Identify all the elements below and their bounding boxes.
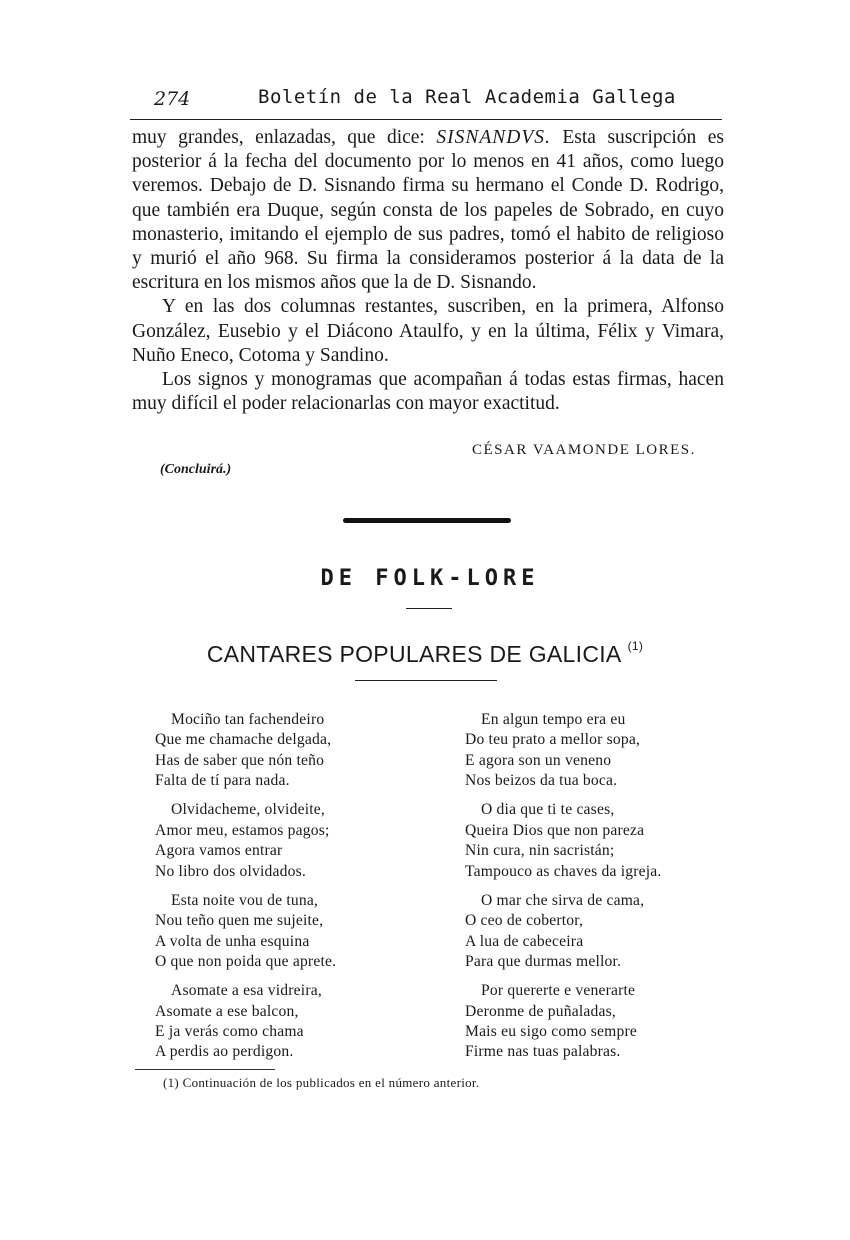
poem-line: Nin cura, nin sacristán; [465, 842, 615, 860]
signature-inscription: SISNANDVS. [436, 127, 551, 148]
paragraph-2: Y en las dos columnas restantes, suscriben, en la primera, Alfonso González, Eusebio y el Diácono Ataulfo, y en la última, Félix y Vimara, Nuño Eneco, Cotoma y Sandino. [132, 296, 724, 366]
poem-line: Agora vamos entrar [155, 842, 283, 860]
poem-line: Tampouco as chaves da igreja. [465, 862, 662, 880]
poem-stanza [155, 800, 425, 882]
poem-line: Asomate a esa vidreira, [171, 982, 322, 1000]
footnote-rule [135, 1069, 275, 1070]
poem-line: Firme nas tuas palabras. [465, 1043, 621, 1061]
poem-line: A volta de unha esquina [155, 932, 310, 950]
poem-stanza [155, 981, 425, 1063]
poem-line: Deronme de puñaladas, [465, 1002, 616, 1020]
poem-line: A perdis ao perdigon. [155, 1043, 294, 1061]
poem-line: Nou teño quen me sujeite, [155, 912, 324, 930]
article-body [132, 126, 724, 416]
poem-line: Nos beizos da tua boca. [465, 772, 618, 790]
section-divider [343, 518, 511, 523]
section-title: DE FOLK-LORE [320, 566, 540, 591]
poem-stanza [465, 891, 745, 973]
poem-stanza [155, 891, 425, 973]
poem-stanza [155, 710, 425, 792]
poem-line: Mociño tan fachendeiro [171, 711, 325, 728]
footnote: (1) Continuación de los publicados en el número anterior. [163, 1075, 480, 1090]
subtitle-rule [355, 680, 497, 681]
paragraph-3: Los signos y monogramas que acompañan á todas estas firmas, hacen muy difícil el poder relacionarlas con mayor exactitud. [132, 369, 724, 415]
poem-line: Olvidacheme, olvideite, [171, 801, 325, 819]
poem-line: Queira Dios que non pareza [465, 821, 645, 839]
poem-line: A lua de cabeceira [465, 932, 584, 950]
poem-line: Mais eu sigo como sempre [465, 1023, 637, 1041]
page-number: 274 [154, 88, 191, 110]
poem-column-left [155, 710, 425, 1072]
section-title-rule [406, 608, 452, 609]
poem-line: Amor meu, estamos pagos; [155, 821, 330, 839]
journal-title: Boletín de la Real Academia Gallega [258, 86, 676, 108]
poem-line: No libro dos olvidados. [155, 862, 307, 880]
poem-line: E ja verás como chama [155, 1023, 304, 1041]
poem-line: Que me chamache delgada, [155, 731, 332, 749]
poem-line: E agora son un veneno [465, 751, 612, 769]
continued-note: (Concluirá.) [160, 462, 232, 477]
paragraph-1-rest: Esta suscripción es posterior á la fecha del documento por lo menos en 41 años, como luego veremos. Debajo de D. Sisnando firma su hermano el Conde D. Rodrigo, que también era Duque, según consta de los papeles de Sobrado, en cuyo monasterio, imitando el ejemplo de sus padres, tomó el habito de religioso y murió el año 968. Su firma la consideramos posterior á la data de la escritura en los mismos años que la de D. Sisnando. [132, 127, 724, 294]
poem-stanza [465, 981, 745, 1063]
poem-stanza [465, 800, 745, 882]
poem-line: Do teu prato a mellor sopa, [465, 731, 641, 749]
poem-line: Asomate a ese balcon, [155, 1002, 299, 1020]
poem-column-right [465, 710, 745, 1072]
poem-line: Has de saber que nón teño [155, 751, 325, 769]
paragraph-1-start: muy grandes, enlazadas, que dice: [132, 127, 437, 148]
poem-line: O mar che sirva de cama, [481, 891, 645, 909]
footnote-marker: (1) [627, 639, 644, 653]
poem-line: En algun tempo era eu [481, 711, 626, 728]
section-subtitle [0, 641, 850, 668]
header-rule [130, 119, 722, 120]
poem-line: Por quererte e venerarte [481, 982, 636, 1000]
paragraph-1 [132, 126, 724, 295]
poem-line: Para que durmas mellor. [465, 953, 622, 971]
page-header [130, 86, 722, 116]
poem-stanza [465, 710, 745, 792]
author-signature: CÉSAR VAAMONDE LORES. [472, 442, 696, 458]
poem-line: Esta noite vou de tuna, [171, 891, 319, 909]
poem-line: Falta de tí para nada. [155, 772, 290, 790]
subtitle-text: CANTARES POPULARES DE GALICIA [206, 641, 622, 667]
poem-line: O que non poida que aprete. [155, 953, 337, 971]
poem-line: O dia que ti te cases, [481, 801, 615, 819]
poem-line: O ceo de cobertor, [465, 912, 584, 930]
